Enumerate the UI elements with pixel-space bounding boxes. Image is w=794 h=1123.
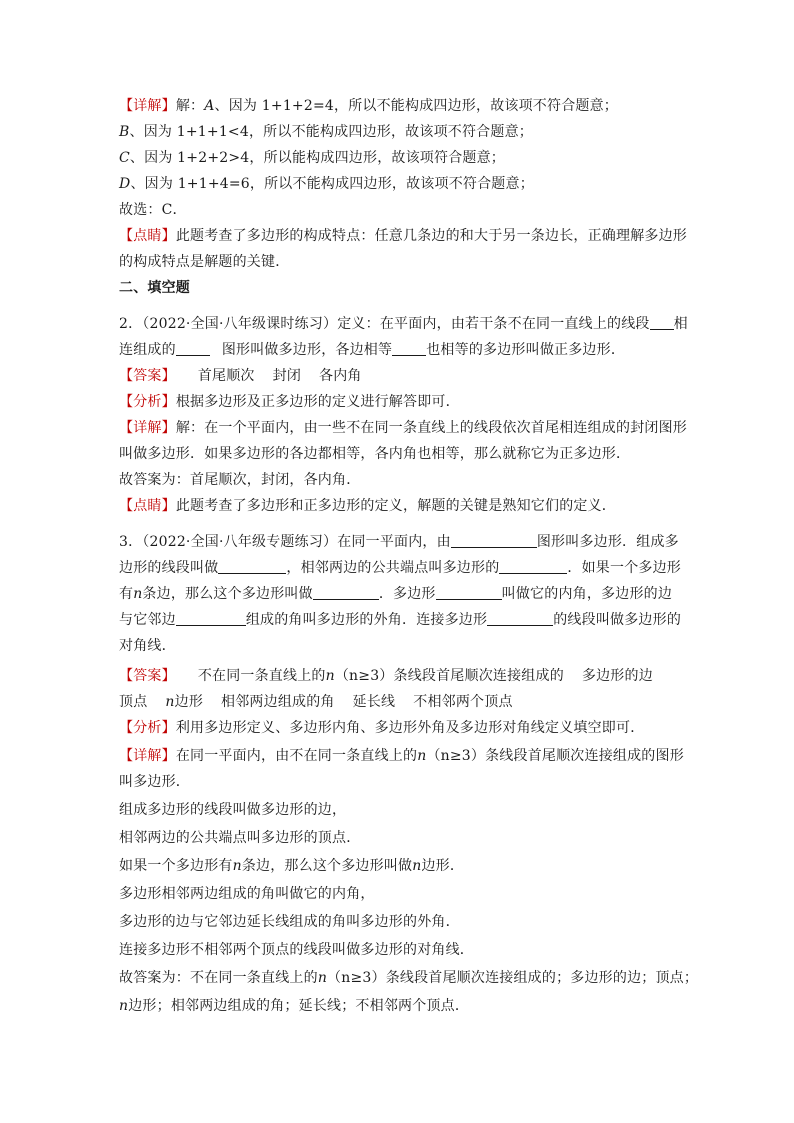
q3-analysis: 【分析】利用多边形定义、多边形内角、多边形外角及多边形对角线定义填空即可． [119, 720, 645, 736]
q3-question-line-3: 有n条边，那么这个多边形叫做 ．多边形 叫做它的内角，多边形的边 [119, 586, 673, 602]
detail-tag: 【详解】 [119, 748, 176, 764]
q1-choice: 故选：C． [119, 202, 187, 218]
q3-detail-line-6: 多边形相邻两边组成的角叫做它的内角， [119, 886, 375, 902]
q2-analysis: 【分析】根据多边形及正多边形的定义进行解答即可． [119, 394, 460, 410]
q3-detail-line-2: 叫多边形． [119, 774, 190, 790]
q2-comment: 【点睛】此题考查了多边形和正多边形的定义，解题的关键是熟知它们的定义． [119, 498, 617, 514]
q2-detail-line-2: 叫做多边形．如果多边形的各边都相等，各内角也相等，那么就称它为正多边形． [119, 446, 631, 462]
q3-final-line-2: n边形；相邻两边组成的角；延长线；不相邻两个顶点． [119, 998, 470, 1014]
q1-comment-line-1: 【点睛】此题考查了多边形的构成特点：任意几条边的和大于另一条边长，正确理解多边形 [119, 228, 688, 244]
section-title: 二、填空题 [119, 280, 190, 296]
answer-blank [313, 585, 379, 600]
q3-detail-line-4: 相邻两边的公共端点叫多边形的顶点． [119, 830, 361, 846]
q2-answer: 【答案】 首尾顺次 封闭 各内角 [119, 368, 362, 384]
q1-detail-line-2: B、因为 1+1+1<4，所以不能构成四边形，故该项不符合题意； [119, 124, 533, 140]
q1-detail-line-3: C、因为 1+2+2>4，所以能构成四边形，故该项符合题意； [119, 150, 505, 166]
analysis-tag: 【分析】 [119, 394, 176, 410]
answer-blank [392, 341, 426, 356]
answer-blank [436, 585, 502, 600]
q3-question-line-5: 对角线． [119, 638, 176, 654]
q2-detail-line-1: 【详解】解：在一个平面内，由一些不在同一条直线上的线段依次首尾相连组成的封闭图形 [119, 420, 688, 436]
answer-blank [650, 315, 674, 330]
q3-detail-line-1: 【详解】在同一平面内，由不在同一条直线上的n（n≥3）条线段首尾顺次连接组成的图形 [119, 748, 684, 764]
detail-tag: 【详解】 [119, 420, 176, 436]
q3-answer-line-2: 顶点 n边形 相邻两边组成的角 延长线 不相邻两个顶点 [119, 694, 513, 710]
answer-blank [499, 559, 567, 574]
answer-blank [176, 341, 210, 356]
q3-answer-line-1: 【答案】 不在同一条直线上的n（n≥3）条线段首尾顺次连接组成的 多边形的边 [119, 668, 653, 684]
answer-tag: 【答案】 [119, 368, 176, 384]
detail-tag: 【详解】 [119, 98, 176, 114]
q1-detail-line-4: D、因为 1+1+4=6，所以不能构成四边形，故该项不符合题意； [119, 176, 534, 192]
q2-final-answer: 故答案为：首尾顺次，封闭，各内角． [119, 472, 361, 488]
analysis-tag: 【分析】 [119, 720, 176, 736]
q3-question-line-2: 边形的线段叫做 ，相邻两边的公共端点叫多边形的 ．如果一个多边形 [119, 560, 682, 576]
q2-question-line-2: 连组成的 图形叫做多边形，各边相等 也相等的多边形叫做正多边形． [119, 342, 626, 358]
q3-detail-line-5: 如果一个多边形有n条边，那么这个多边形叫做n边形． [119, 858, 465, 874]
answer-blank [176, 611, 246, 626]
q1-detail-line-1: 【详解】解：A、因为 1+1+2=4，所以不能构成四边形，故该项不符合题意； [119, 98, 619, 114]
comment-tag: 【点睛】 [119, 228, 176, 244]
q3-detail-line-8: 连接多边形不相邻两个顶点的线段叫做多边形的对角线． [119, 942, 474, 958]
answer-tag: 【答案】 [119, 668, 176, 684]
q3-question-line-4: 与它邻边 组成的角叫多边形的外角．连接多边形 的线段叫做多边形的 [119, 612, 682, 628]
answer-blank [218, 559, 286, 574]
q3-question-line-1: 3．（2022·全国·八年级专题练习）在同一平面内，由 图形叫多边形．组成多 [119, 534, 679, 550]
answer-blank [451, 533, 537, 548]
q3-detail-line-3: 组成多边形的线段叫做多边形的边， [119, 802, 347, 818]
comment-tag: 【点睛】 [119, 498, 176, 514]
answer-blank [487, 611, 553, 626]
q3-final-line-1: 故答案为：不在同一条直线上的n（n≥3）条线段首尾顺次连接组成的；多边形的边；顶点； [119, 970, 699, 986]
q3-detail-line-7: 多边形的边与它邻边延长线组成的角叫多边形的外角． [119, 914, 460, 930]
q2-question-line-1: 2．（2022·全国·八年级课时练习）定义：在平面内，由若干条不在同一直线上的线段 相 [119, 316, 688, 332]
q1-comment-line-2: 的构成特点是解题的关键． [119, 254, 290, 270]
